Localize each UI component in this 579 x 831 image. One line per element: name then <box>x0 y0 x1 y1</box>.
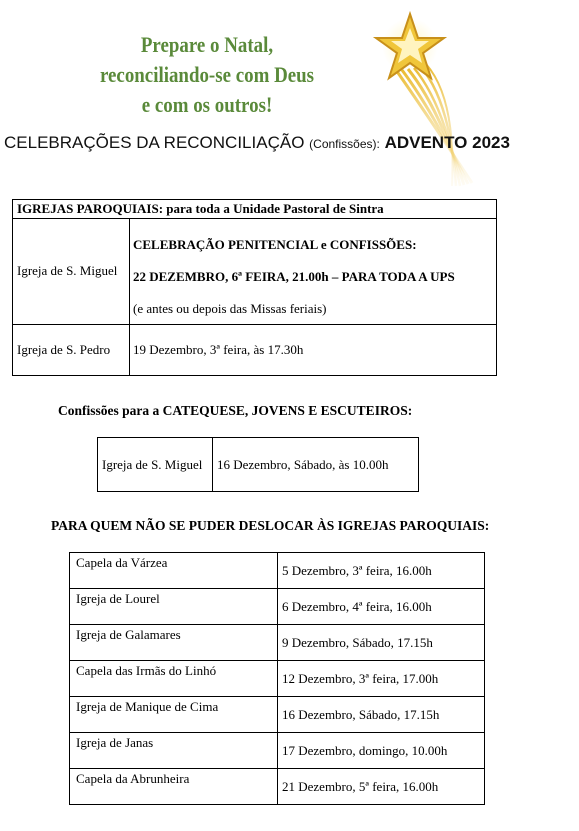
place-date: 12 Dezembro, 3ª feira, 17.00h <box>278 661 485 697</box>
headline <box>91 30 323 120</box>
place-date: 17 Dezembro, domingo, 10.00h <box>278 733 485 769</box>
subtitle-paren: (Confissões): <box>309 137 380 151</box>
table-row <box>70 661 485 697</box>
church-name: Igreja de S. Pedro <box>13 325 130 376</box>
subtitle-advent: ADVENTO 2023 <box>384 133 510 152</box>
shooting-star-icon <box>360 8 480 188</box>
church-name: Igreja de S. Miguel <box>13 219 130 325</box>
table-row <box>70 553 485 589</box>
subtitle <box>4 133 564 153</box>
subtitle-main: CELEBRAÇÕES DA RECONCILIAÇÃO <box>4 133 305 152</box>
place-date: 16 Dezembro, Sábado, 17.15h <box>278 697 485 733</box>
table-row <box>70 625 485 661</box>
place-name: Igreja de Manique de Cima <box>70 697 278 733</box>
table-row <box>13 325 497 376</box>
church-name: Igreja de S. Miguel <box>98 438 213 492</box>
celebration-date: 22 DEZEMBRO, 6ª FEIRA, 21.00h – PARA TODA A UPS <box>133 269 455 284</box>
headline-line-2: reconciliando-se com Deus <box>99 62 315 87</box>
place-name: Igreja de Galamares <box>70 625 278 661</box>
headline-line-3: e com os outros! <box>141 92 273 117</box>
parish-header-row <box>13 200 497 219</box>
place-name: Igreja de Janas <box>70 733 278 769</box>
place-date: 5 Dezembro, 3ª feira, 16.00h <box>278 553 485 589</box>
place-date: 6 Dezembro, 4ª feira, 16.00h <box>278 589 485 625</box>
celebration-date: 16 Dezembro, Sábado, às 10.00h <box>213 438 419 492</box>
place-name: Capela das Irmãs do Linhó <box>70 661 278 697</box>
table-row <box>70 589 485 625</box>
celebration-cell <box>130 219 497 325</box>
place-date: 21 Dezembro, 5ª feira, 16.00h <box>278 769 485 805</box>
celebration-note: (e antes ou depois das Missas feriais) <box>133 301 327 316</box>
place-name: Capela da Abrunheira <box>70 769 278 805</box>
table-row <box>70 769 485 805</box>
parish-header: IGREJAS PAROQUIAIS: para toda a Unidade Pastoral de Sintra <box>13 200 497 219</box>
headline-line-1: Prepare o Natal, <box>140 32 274 57</box>
table-row <box>98 438 419 492</box>
catechesis-title: Confissões para a CATEQUESE, JOVENS E ESCUTEIROS: <box>58 403 413 418</box>
celebration-title: CELEBRAÇÃO PENITENCIAL e CONFISSÕES: <box>133 237 417 252</box>
table-row <box>13 219 497 325</box>
place-date: 9 Dezembro, Sábado, 17.15h <box>278 625 485 661</box>
place-name: Igreja de Lourel <box>70 589 278 625</box>
catechesis-table <box>97 437 419 492</box>
celebration-date: 19 Dezembro, 3ª feira, às 17.30h <box>130 325 497 376</box>
table-row <box>70 697 485 733</box>
others-table <box>69 552 485 805</box>
parish-table <box>12 199 497 376</box>
place-name: Capela da Várzea <box>70 553 278 589</box>
others-title: PARA QUEM NÃO SE PUDER DESLOCAR ÀS IGREJAS PAROQUIAIS: <box>51 518 490 533</box>
table-row <box>70 733 485 769</box>
